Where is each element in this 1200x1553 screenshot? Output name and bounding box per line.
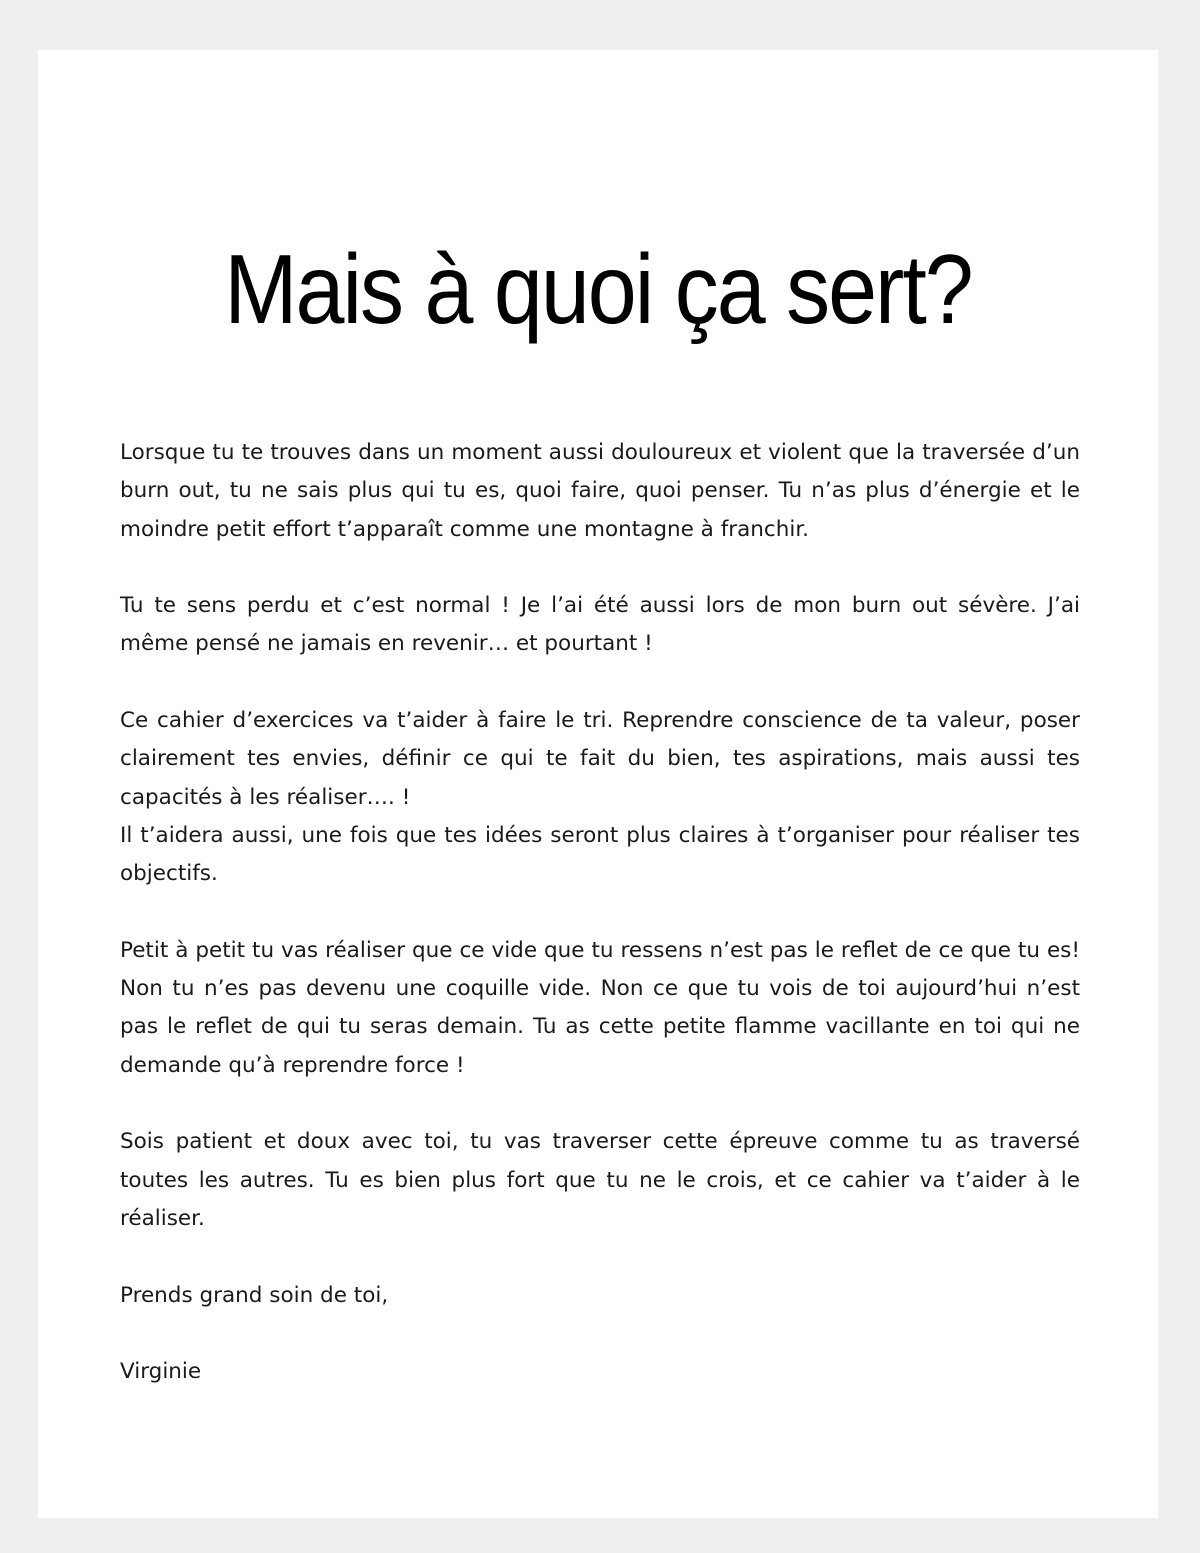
paragraph-text: Tu te sens perdu et c’est normal ! Je l’ai été aussi lors de mon burn out sévère. J’ai même pensé ne jamais en revenir… et pourtant ! (120, 593, 1080, 657)
letter-body (120, 434, 1080, 1430)
paragraph-text: Petit à petit tu vas réaliser que ce vide que tu ressens n’est pas le reflet de ce que tu es! Non tu n’es pas devenu une coquille vide. Non ce que tu vois de toi aujourd’hui n’est pas le reflet de qui tu seras demain. Tu as cette petite flamme vacillante en toi qui ne demande qu’à reprendre force ! (120, 937, 1080, 1078)
paragraph-1 (120, 434, 1080, 549)
paragraph-2 (120, 587, 1080, 664)
paragraph-3 (120, 702, 1080, 893)
paragraph-text: Sois patient et doux avec toi, tu vas traverser cette épreuve comme tu as traversé toutes les autres. Tu es bien plus fort que tu ne le crois, et ce cahier va t’aider à le réaliser. (120, 1129, 1080, 1231)
closing-line: Prends grand soin de toi, (120, 1282, 389, 1308)
page-title: Mais à quoi ça sert? (224, 233, 972, 345)
paragraph-4 (120, 932, 1080, 1085)
paragraph-text: Ce cahier d’exercices va t’aider à faire le tri. Reprendre conscience de ta valeur, poser clairement tes envies, définir ce qui te fait du bien, tes aspirations, mais aussi tes capacités à les réaliser…. ! (120, 708, 1080, 810)
document-page (38, 50, 1158, 1518)
signature: Virginie (120, 1359, 202, 1385)
paragraph-text: Il t’aidera aussi, une fois que tes idées seront plus claires à t’organiser pour réaliser tes objectifs. (120, 822, 1080, 887)
paragraph-5 (120, 1123, 1080, 1238)
paragraph-text: Lorsque tu te trouves dans un moment aussi douloureux et violent que la traversée d’un burn out, tu ne sais plus qui tu es, quoi faire, quoi penser. Tu n’as plus d’énergie et le moindre petit effort t’apparaît comme une montagne à franchir. (120, 440, 1080, 542)
